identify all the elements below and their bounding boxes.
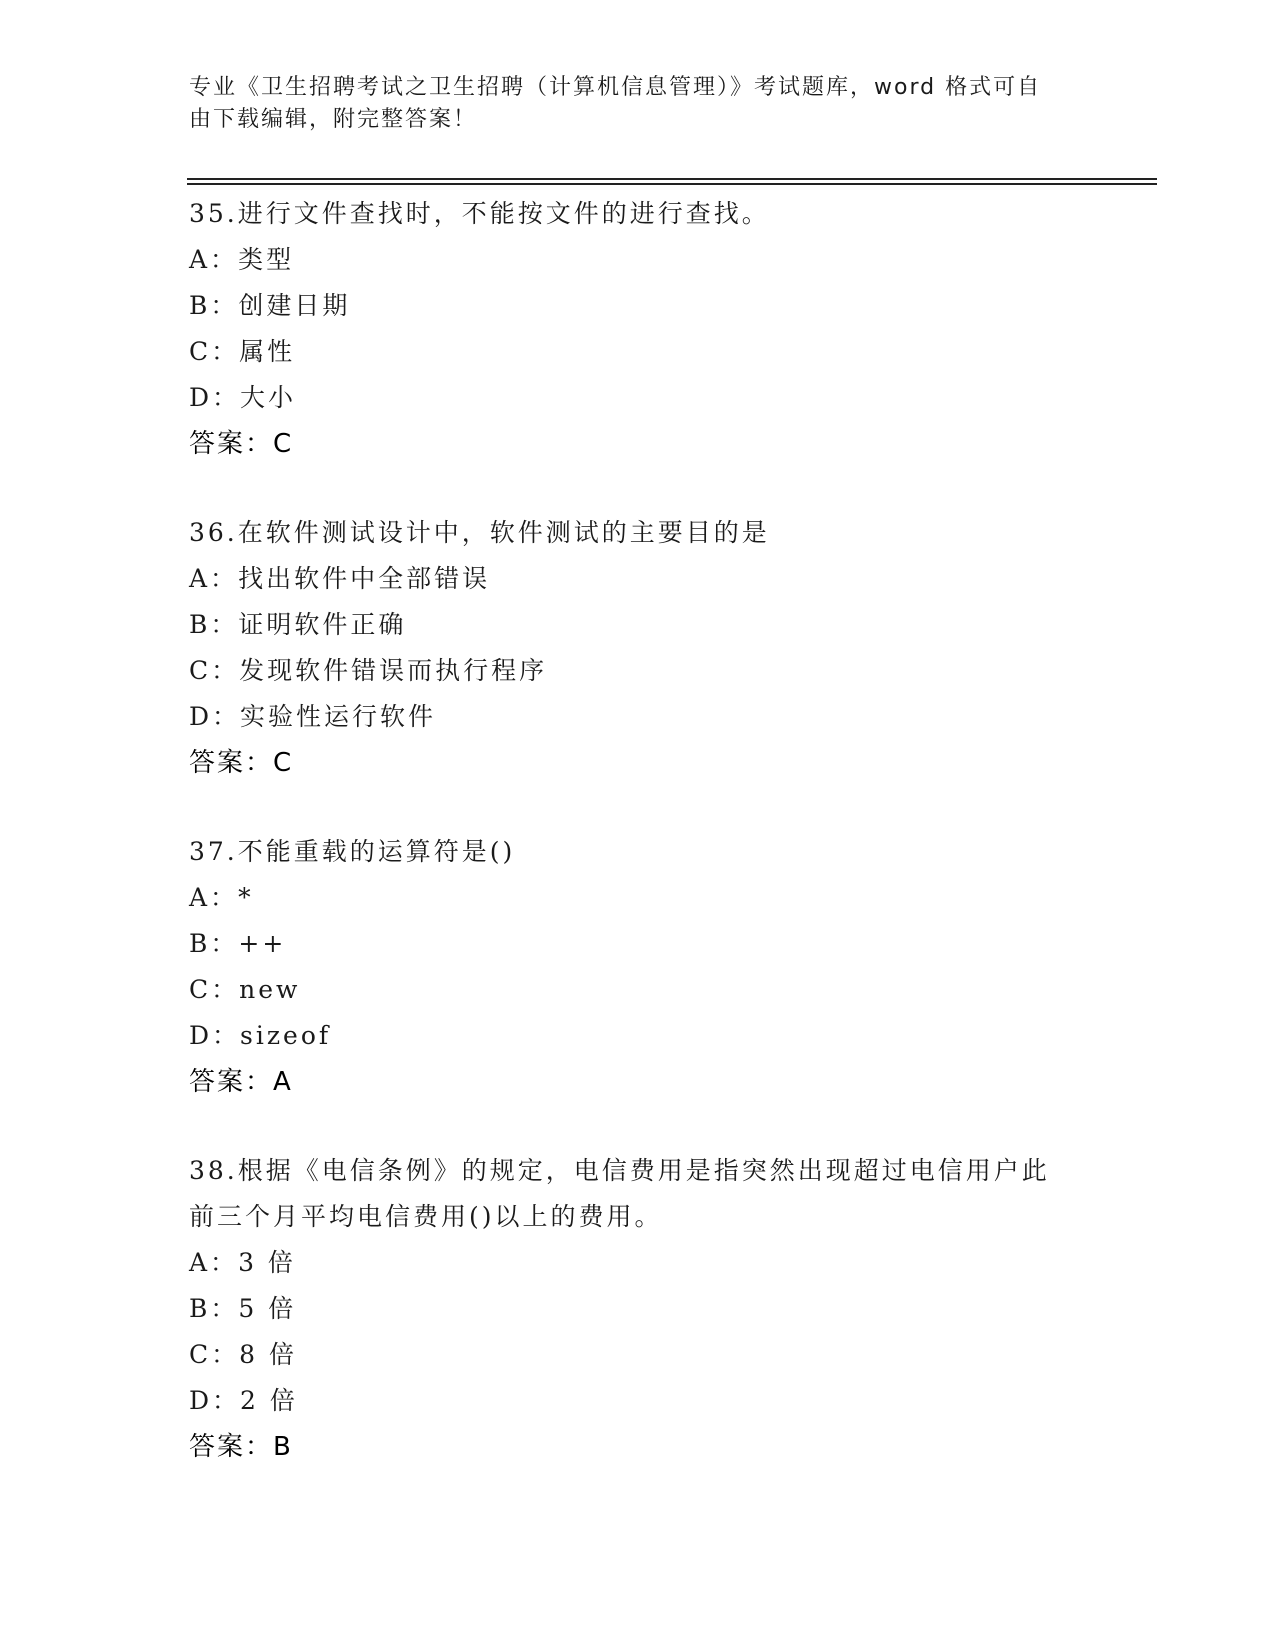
option-text: 大小 (240, 383, 297, 412)
document-header (189, 72, 1069, 136)
option-label: B： (189, 610, 239, 639)
option-text: 属性 (239, 337, 296, 366)
question-stem: 36.在软件测试设计中，软件测试的主要目的是 (189, 518, 770, 547)
answer-line: 答案：C (189, 429, 294, 459)
option-label: B： (189, 1294, 239, 1323)
header-line-2: 由下载编辑，附完整答案！ (189, 107, 478, 132)
option-label: D： (189, 383, 241, 412)
option-c (189, 1332, 1089, 1378)
option-b (189, 1286, 1089, 1332)
option-label: A： (189, 245, 239, 274)
option-label: A： (189, 883, 239, 912)
option-b (189, 283, 1089, 329)
option-a (189, 237, 1089, 283)
option-text: new (239, 975, 301, 1004)
option-label: C： (189, 1340, 240, 1369)
option-text: 类型 (238, 245, 295, 274)
header-line-1: 专业《卫生招聘考试之卫生招聘（计算机信息管理）》考试题库，word 格式可自 (189, 75, 1042, 100)
option-label: B： (189, 291, 239, 320)
question-list (189, 191, 1089, 1470)
option-label: A： (189, 1248, 239, 1277)
answer-line: 答案：A (189, 1067, 293, 1097)
question-stem: 37.不能重载的运算符是() (189, 837, 516, 866)
question-36 (189, 510, 1089, 786)
option-text: * (238, 883, 254, 912)
option-text: 创建日期 (238, 291, 351, 320)
option-text: 8 倍 (239, 1340, 297, 1369)
option-label: C： (189, 337, 240, 366)
header-divider-bottom (187, 183, 1157, 185)
option-text: sizeof (240, 1021, 332, 1050)
question-38 (189, 1148, 1089, 1470)
question-stem-line-1: 38.根据《电信条例》的规定，电信费用是指突然出现超过电信用户此 (189, 1156, 1050, 1185)
option-text: 找出软件中全部错误 (238, 564, 491, 593)
option-d (189, 1013, 1089, 1059)
question-37 (189, 829, 1089, 1105)
option-c (189, 967, 1089, 1013)
option-label: D： (189, 1386, 241, 1415)
option-text: 发现软件错误而执行程序 (239, 656, 548, 685)
option-d (189, 1378, 1089, 1424)
header-divider-top (187, 178, 1157, 180)
option-label: C： (189, 656, 240, 685)
option-text: 实验性运行软件 (240, 702, 437, 731)
question-stem-line-2: 前三个月平均电信费用()以上的费用。 (189, 1202, 663, 1231)
option-text: 5 倍 (238, 1294, 297, 1323)
option-d (189, 375, 1089, 421)
option-label: C： (189, 975, 240, 1004)
option-text: ++ (238, 929, 287, 958)
answer-line: 答案：B (189, 1432, 293, 1462)
option-c (189, 648, 1089, 694)
option-label: B： (189, 929, 239, 958)
question-stem: 35.进行文件查找时，不能按文件的进行查找。 (189, 199, 770, 228)
option-label: D： (189, 1021, 241, 1050)
answer-line: 答案：C (189, 748, 294, 778)
option-a (189, 556, 1089, 602)
question-35 (189, 191, 1089, 467)
option-d (189, 694, 1089, 740)
option-label: D： (189, 702, 241, 731)
option-c (189, 329, 1089, 375)
option-b (189, 602, 1089, 648)
option-text: 证明软件正确 (238, 610, 407, 639)
option-a (189, 1240, 1089, 1286)
option-a (189, 875, 1089, 921)
option-label: A： (189, 564, 239, 593)
option-b (189, 921, 1089, 967)
option-text: 2 倍 (240, 1386, 298, 1415)
option-text: 3 倍 (238, 1248, 296, 1277)
